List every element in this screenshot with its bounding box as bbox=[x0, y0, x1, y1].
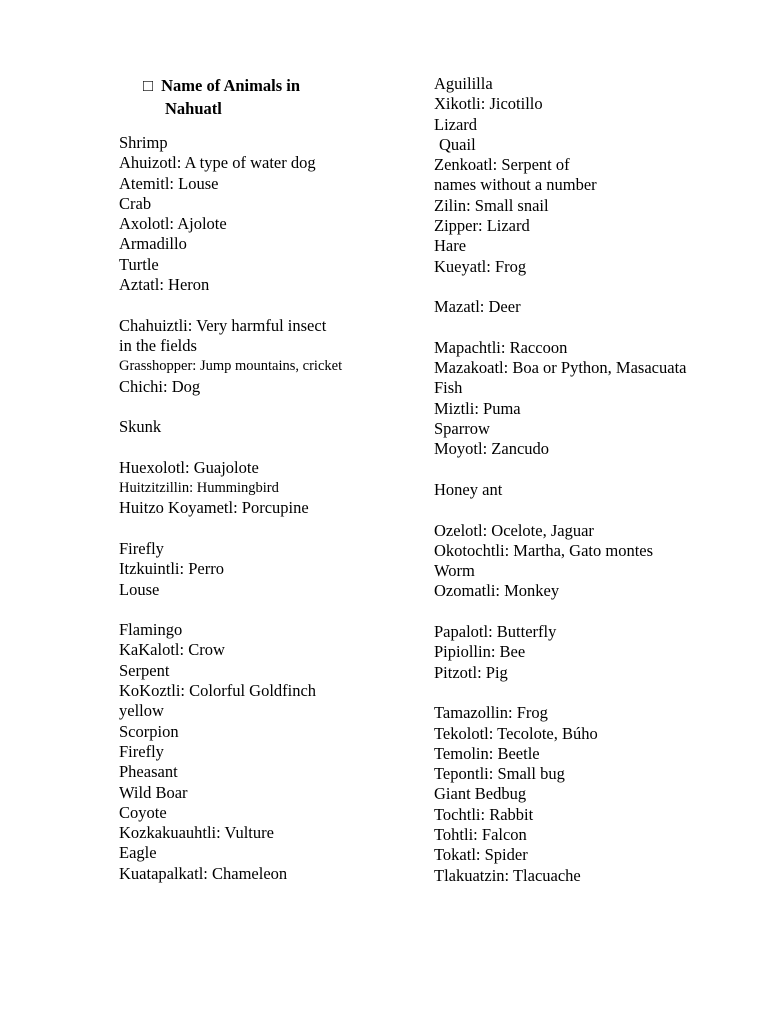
list-item: Axolotl: Ajolote bbox=[119, 214, 227, 234]
list-item: Armadillo bbox=[119, 234, 187, 254]
list-item: Mazatl: Deer bbox=[434, 297, 521, 317]
list-spacer bbox=[434, 500, 734, 520]
list-item: Honey ant bbox=[434, 479, 503, 499]
list-item: Papalotl: Butterfly bbox=[434, 622, 557, 642]
page-title bbox=[143, 74, 300, 120]
list-item: Shrimp bbox=[119, 133, 168, 152]
list-item: Okotochtli: Martha, Gato montes bbox=[434, 540, 654, 560]
list-spacer bbox=[434, 683, 734, 703]
list-item: Flamingo bbox=[119, 620, 183, 640]
list-item: Hare bbox=[434, 236, 467, 256]
list-item: Kozkakuauhtli: Vulture bbox=[119, 823, 274, 843]
list-item: Miztli: Puma bbox=[434, 398, 521, 418]
list-spacer bbox=[119, 437, 419, 457]
list-item: Crab bbox=[119, 193, 152, 213]
left-column-list bbox=[119, 133, 419, 884]
list-item: Firefly bbox=[119, 538, 164, 558]
list-item: Pipiollin: Bee bbox=[434, 642, 526, 662]
list-item: names without a number bbox=[434, 175, 597, 195]
list-item: Turtle bbox=[119, 254, 159, 274]
list-item: yellow bbox=[119, 701, 164, 721]
list-item: Grasshopper: Jump mountains, cricket bbox=[119, 358, 343, 375]
list-item: Chahuiztli: Very harmful insect bbox=[119, 315, 327, 335]
list-item: Chichi: Dog bbox=[119, 376, 201, 396]
list-item: Huexolotl: Guajolote bbox=[119, 457, 259, 477]
list-spacer bbox=[119, 519, 419, 539]
list-item: Tochtli: Rabbit bbox=[434, 804, 534, 824]
list-item: Coyote bbox=[119, 802, 167, 822]
list-item: Eagle bbox=[119, 843, 157, 863]
list-item: Tamazollin: Frog bbox=[434, 703, 548, 723]
list-item: Xikotli: Jicotillo bbox=[434, 94, 543, 114]
title-line-2: Nahuatl bbox=[165, 99, 222, 118]
list-item: Tepontli: Small bug bbox=[434, 764, 565, 784]
list-item: Itzkuintli: Perro bbox=[119, 559, 224, 579]
list-spacer bbox=[434, 277, 734, 297]
list-item: Kueyatl: Frog bbox=[434, 256, 527, 276]
list-item: Kuatapalkatl: Chameleon bbox=[119, 863, 288, 883]
list-spacer bbox=[434, 602, 734, 622]
list-item: Louse bbox=[119, 579, 160, 599]
list-item: Mazakoatl: Boa or Python, Masacuata bbox=[434, 358, 687, 378]
list-item: Moyotl: Zancudo bbox=[434, 439, 550, 459]
list-item: Worm bbox=[434, 561, 475, 581]
list-item: Pheasant bbox=[119, 762, 178, 782]
list-item: Tlakuatzin: Tlacuache bbox=[434, 865, 581, 885]
list-item: Huitzo Koyametl: Porcupine bbox=[119, 498, 309, 518]
list-item: Tokatl: Spider bbox=[434, 845, 528, 865]
list-item: in the fields bbox=[119, 335, 197, 355]
list-item: Ozelotl: Ocelote, Jaguar bbox=[434, 520, 594, 540]
list-item: Temolin: Beetle bbox=[434, 743, 540, 763]
list-item: Firefly bbox=[119, 741, 164, 761]
list-spacer bbox=[434, 318, 734, 338]
list-item: Lizard bbox=[434, 114, 478, 134]
list-spacer bbox=[119, 600, 419, 620]
title-line-1: Name of Animals in bbox=[161, 76, 301, 95]
list-item: Tekolotl: Tecolote, Búho bbox=[434, 723, 598, 743]
list-item: Tohtli: Falcon bbox=[434, 824, 527, 844]
list-item: KoKoztli: Colorful Goldfinch bbox=[119, 681, 317, 701]
list-spacer bbox=[119, 397, 419, 417]
list-spacer bbox=[434, 460, 734, 480]
list-item: Atemitl: Louse bbox=[119, 173, 219, 193]
list-item: KaKalotl: Crow bbox=[119, 640, 225, 660]
list-item: Ahuizotl: A type of water dog bbox=[119, 153, 316, 173]
list-item: Serpent bbox=[119, 660, 170, 680]
list-item: Skunk bbox=[119, 417, 162, 437]
list-item: Mapachtli: Raccoon bbox=[434, 337, 568, 357]
list-item: Fish bbox=[434, 378, 463, 398]
list-item: Aztatl: Heron bbox=[119, 275, 210, 295]
right-column-list bbox=[434, 74, 734, 886]
list-item: Zenkoatl: Serpent of bbox=[434, 155, 570, 175]
list-item: Huitzitzillin: Hummingbird bbox=[119, 480, 279, 497]
list-spacer bbox=[119, 295, 419, 315]
list-item: Zilin: Small snail bbox=[434, 195, 549, 215]
checkbox-bullet-icon: □ bbox=[143, 76, 153, 95]
list-item: Sparrow bbox=[434, 419, 490, 439]
list-item: Giant Bedbug bbox=[434, 784, 527, 804]
list-item: Aguililla bbox=[434, 74, 493, 93]
list-item: Pitzotl: Pig bbox=[434, 662, 508, 682]
list-item: Ozomatli: Monkey bbox=[434, 581, 560, 601]
list-item: Wild Boar bbox=[119, 782, 188, 802]
list-item: Scorpion bbox=[119, 721, 179, 741]
list-item: Quail bbox=[439, 134, 476, 154]
list-item: Zipper: Lizard bbox=[434, 216, 530, 236]
